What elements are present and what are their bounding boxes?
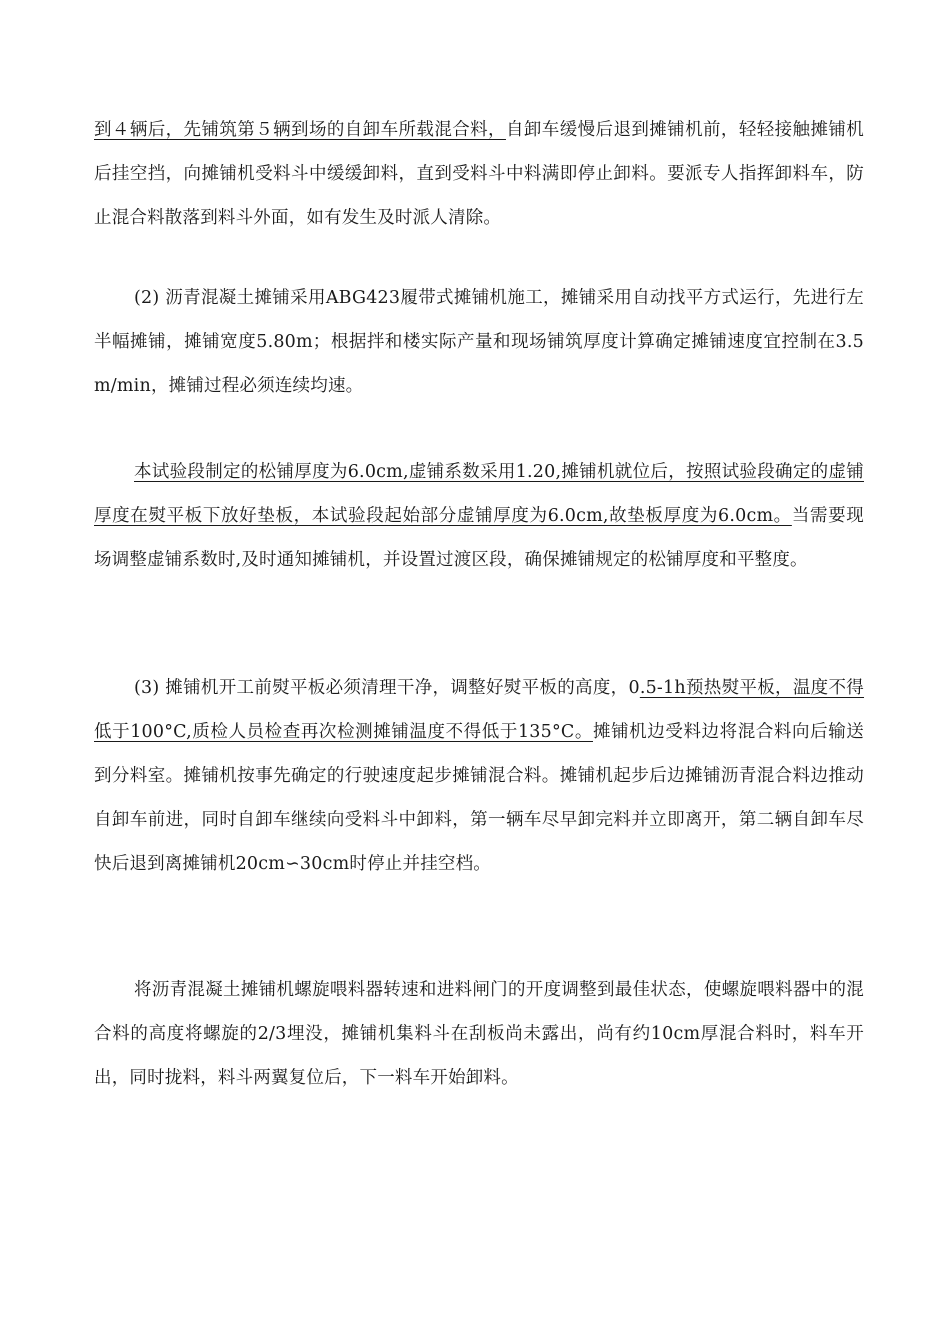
underlined-text: 到４辆后，先铺筑第５辆到场的自卸车所载混合料， [94,120,506,140]
body-text: (3) 摊铺机开工前熨平板必须清理干净，调整好熨平板的高度，0 [134,678,640,698]
underlined-text: .5-1h预热熨平板，温度不得低于100°C,质检人员检查再次检测摊铺温度不得低于135°C。 [94,678,865,742]
underlined-text: 本试验段制定的松铺厚度为6.0cm,虚铺系数采用1.20,摊铺机就位后，按照试验段确定的虚铺厚度在熨平板下放好垫板，本试验段起始部分虚铺厚度为6.0cm,故垫板厚度为6.0cm。 [94,462,864,526]
paragraph-paving-method [94,276,864,408]
paragraph-auger-adjustment [94,968,864,1100]
paragraph-unloading [94,108,864,240]
body-text: 将沥青混凝土摊铺机螺旋喂料器转速和进料闸门的开度调整到最佳状态，使螺旋喂料器中的混合料的高度将螺旋的2/3埋没，摊铺机集料斗在刮板尚未露出，尚有约10cm厚混合料时，料车开出，同时拢料，料斗两翼复位后，下一料车开始卸料。 [94,980,864,1088]
body-text: (2) 沥青混凝土摊铺采用ABG423履带式摊铺机施工，摊铺采用自动找平方式运行，先进行左半幅摊铺，摊铺宽度5.80m；根据拌和楼实际产量和现场铺筑厚度计算确定摊铺速度宜控制在3.5m/min，摊铺过程必须连续均速。 [94,288,864,396]
body-text: 自卸车缓慢后退到摊铺机前，轻轻接触摊铺机后挂空挡，向摊铺机受料斗中缓缓卸料，直到受料斗中料满即停止卸料。要派专人指挥卸料车，防止混合料散落到料斗外面，如有发生及时派人清除。 [94,120,864,228]
body-text: 当需要现场调整虚铺系数时,及时通知摊铺机，并设置过渡区段，确保摊铺规定的松铺厚度和平整度。 [94,506,864,570]
paragraph-loose-thickness [94,450,864,582]
paragraph-screed-preheat [94,666,864,886]
body-text: 摊铺机边受料边将混合料向后输送到分料室。摊铺机按事先确定的行驶速度起步摊铺混合料。摊铺机起步后边摊铺沥青混合料边推动自卸车前进，同时自卸车继续向受料斗中卸料，第一辆车尽早卸完料并立即离开，第二辆自卸车尽快后退到离摊铺机20cm∽30cm时停止并挂空档。 [94,722,864,874]
